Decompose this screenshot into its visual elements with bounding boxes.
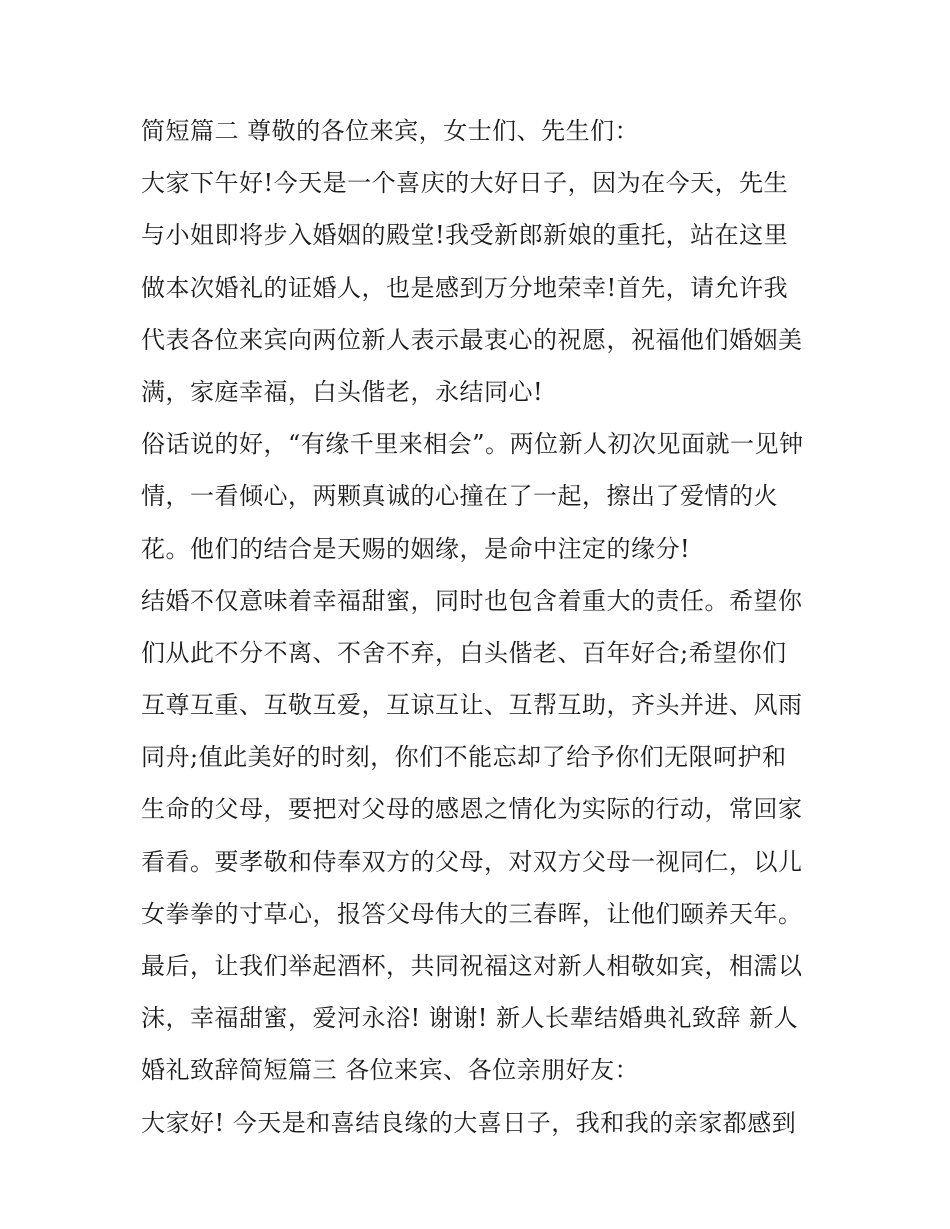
text-line: 简短篇二 尊敬的各位来宾，女士们、先生们：	[141, 117, 640, 145]
text-line: 们从此不分不离、不舍不弃，白头偕老、百年好合;希望你们	[141, 638, 787, 667]
text-line: 生命的父母，要把对父母的感恩之情化为实际的行动，常回家	[141, 795, 803, 824]
text-line: 互尊互重、互敬互爱，互谅互让、互帮互助，齐头并进、风雨	[141, 691, 803, 720]
text-line: 代表各位来宾向两位新人表示最衷心的祝愿，祝福他们婚姻美	[141, 325, 803, 354]
text-line: 结婚不仅意味着幸福甜蜜，同时也包含着重大的责任。希望你	[141, 586, 803, 615]
text-line: 满，家庭幸福，白头偕老，永结同心!	[141, 377, 544, 406]
text-line: 大家下午好!今天是一个喜庆的大好日子，因为在今天，先生	[141, 169, 789, 198]
text-line: 最后，让我们举起酒杯，共同祝福这对新人相敬如宾，相濡以	[141, 952, 803, 980]
document-body	[141, 105, 821, 1149]
text-line: 同舟;值此美好的时刻，你们不能忘却了给予你们无限呵护和	[141, 743, 787, 772]
text-line: 看看。要孝敬和侍奉双方的父母，对双方父母一视同仁，以儿	[141, 847, 803, 876]
text-line: 婚礼致辞简短篇三 各位来宾、各位亲朋好友：	[141, 1056, 640, 1085]
text-line: 俗话说的好，“有缘千里来相会”。两位新人初次见面就一见钟	[141, 430, 804, 459]
text-line: 花。他们的结合是天赐的姻缘，是命中注定的缘分!	[141, 534, 691, 563]
text-line: 做本次婚礼的证婚人，也是感到万分地荣幸!首先，请允许我	[141, 273, 789, 302]
text-line: 沫，幸福甜蜜，爱河永浴! 谢谢! 新人长辈结婚典礼致辞 新人	[141, 1004, 799, 1033]
text-line: 女拳拳的寸草心，报答父母伟大的三春晖，让他们颐养天年。	[141, 899, 803, 928]
text-line: 情，一看倾心，两颗真诚的心撞在了一起，擦出了爱情的火	[141, 482, 778, 511]
text-line: 与小姐即将步入婚姻的殿堂!我受新郎新娘的重托，站在这里	[141, 221, 789, 250]
text-line: 大家好! 今天是和喜结良缘的大喜日子，我和我的亲家都感到	[141, 1108, 797, 1137]
